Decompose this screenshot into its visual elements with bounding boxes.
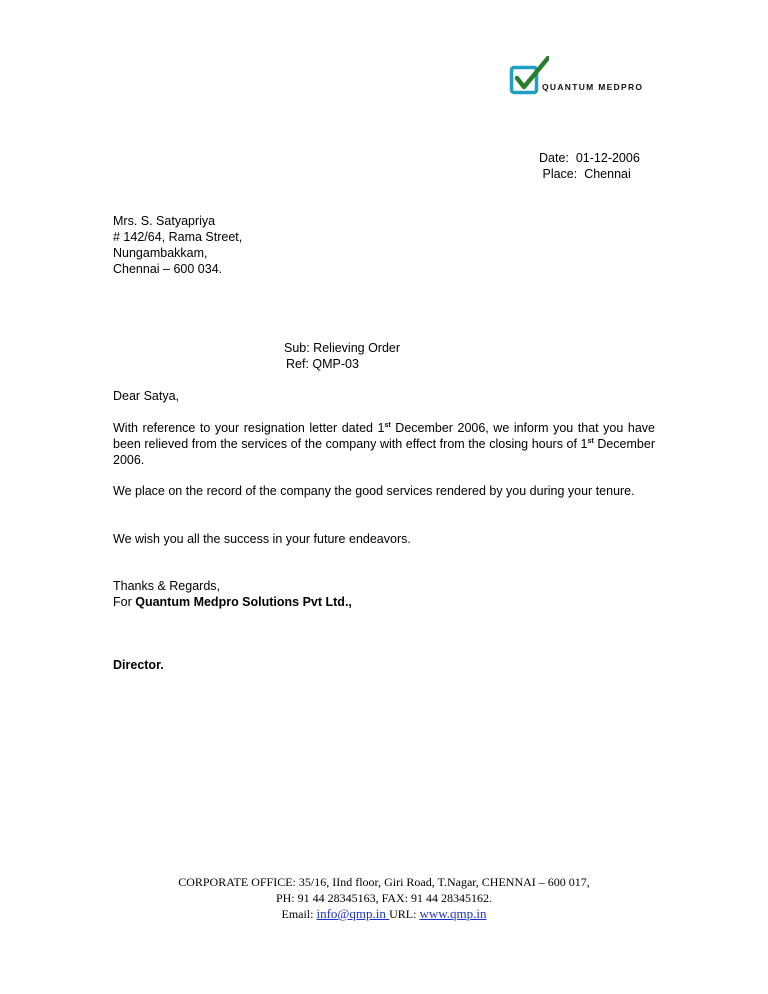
date-label: Date: [539, 151, 569, 165]
subject-line: Sub: Relieving Order [284, 341, 401, 355]
para1-ordinal-2: st [587, 438, 594, 445]
footer-phone: PH: 91 44 28345163, FAX: 91 44 28345162. [275, 890, 493, 905]
for-prefix: For [113, 595, 136, 609]
date-line [539, 150, 640, 166]
para1-text-c: December 2006. [113, 437, 655, 467]
recipient-city: Chennai – 600 034. [113, 262, 223, 276]
date-place-block [539, 150, 640, 182]
place-label: Place: [542, 167, 578, 181]
para1-text-b: December 2006, we inform you that you have been relieved from the services of the company with effect from the closing hours of 1 [113, 421, 655, 451]
thanks-line: Thanks & Regards, [113, 579, 220, 593]
signatory: Director. [113, 658, 164, 672]
website-link[interactable]: www.qmp.in [419, 906, 487, 921]
footer-address: CORPORATE OFFICE: 35/16, IInd floor, Giri Road, T.Nagar, CHENNAI – 600 017, [178, 875, 590, 889]
place-value: Chennai [584, 167, 631, 181]
company-logo [509, 56, 659, 98]
company-line [113, 594, 352, 610]
letter-footer [0, 875, 768, 923]
url-label: URL: [389, 907, 420, 921]
recipient-area: Nungambakkam, [113, 246, 208, 260]
recipient-name: Mrs. S. Satyapriya [113, 214, 216, 228]
date-value: 01-12-2006 [575, 151, 640, 165]
place-line [539, 166, 640, 182]
subject-reference [284, 340, 400, 372]
email-label: Email: [281, 907, 317, 921]
footer-contact [0, 906, 768, 923]
reference-line: Ref: QMP-03 [286, 357, 359, 371]
para1-ordinal-1: st [384, 422, 391, 429]
recipient-street: # 142/64, Rama Street, [113, 230, 243, 244]
paragraph-2: We place on the record of the company the good services rendered by you during your tenure. [113, 484, 635, 498]
logo-text: QUANTUM MEDPRO [542, 82, 644, 92]
salutation: Dear Satya, [113, 389, 180, 403]
paragraph-3: We wish you all the success in your future endeavors. [113, 532, 411, 546]
closing-block [113, 578, 352, 610]
email-link[interactable]: info@qmp.in [316, 906, 390, 921]
recipient-address [113, 213, 242, 277]
paragraph-1 [113, 420, 655, 468]
para1-text-a: With reference to your resignation letter dated 1 [113, 421, 385, 435]
company-name: Quantum Medpro Solutions Pvt Ltd., [135, 595, 352, 609]
